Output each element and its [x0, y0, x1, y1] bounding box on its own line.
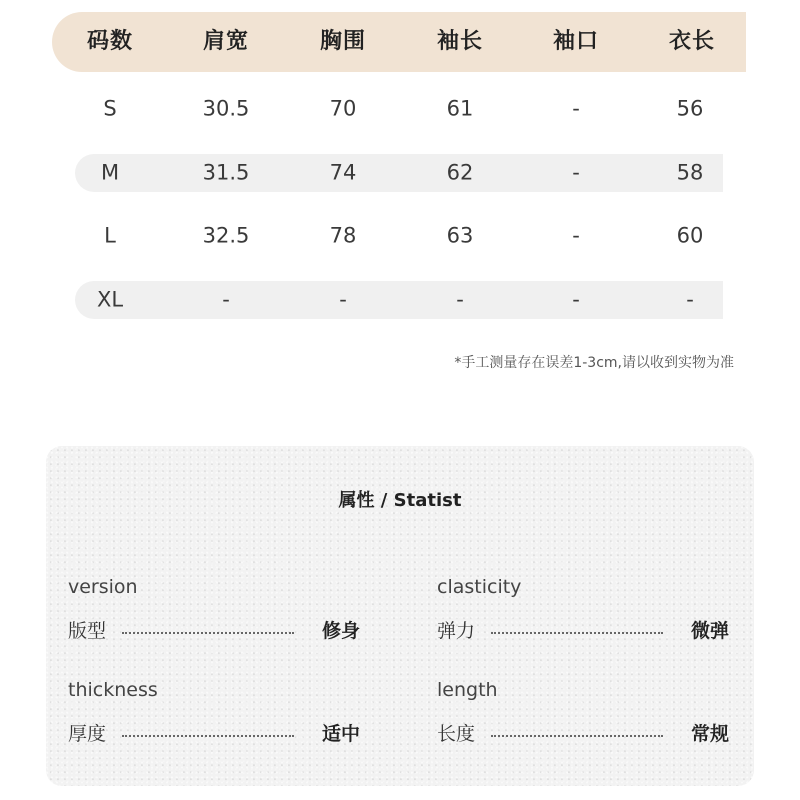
- measurement-note: *手工测量存在误差1-3cm,请以收到实物为准: [454, 355, 734, 371]
- attributes-panel: [46, 446, 754, 786]
- table-cell: L: [104, 223, 116, 248]
- table-cell: -: [686, 287, 694, 312]
- table-cell: -: [572, 96, 580, 121]
- table-cell: 61: [446, 96, 474, 121]
- dotted-leader: [122, 632, 294, 634]
- table-cell: S: [103, 96, 117, 121]
- dotted-leader: [491, 735, 663, 737]
- row-stripe-xl: [75, 281, 723, 319]
- table-cell: 31.5: [202, 160, 250, 185]
- attr-version-value: 修身: [321, 619, 360, 642]
- attr-version-row: [68, 614, 360, 644]
- table-cell: 78: [329, 223, 357, 248]
- attr-version-label: 版型: [68, 619, 107, 642]
- table-cell: 63: [446, 223, 474, 248]
- attr-length-en: length: [437, 679, 498, 701]
- attr-elasticity-en: clasticity: [437, 576, 522, 598]
- table-cell: 60: [676, 223, 704, 248]
- row-stripe-m: [75, 154, 723, 192]
- header-length: 衣长: [668, 29, 716, 54]
- attr-thickness-en: thickness: [68, 679, 158, 701]
- dotted-leader: [122, 735, 294, 737]
- attr-elasticity-row: [437, 614, 729, 644]
- table-cell: XL: [96, 287, 124, 312]
- table-cell: -: [572, 287, 580, 312]
- attr-thickness-value: 适中: [321, 722, 360, 745]
- table-cell: 58: [676, 160, 704, 185]
- attr-elasticity-value: 微弹: [690, 619, 729, 642]
- attr-length-row: [437, 717, 729, 747]
- table-cell: -: [222, 287, 230, 312]
- table-cell: 74: [329, 160, 357, 185]
- table-cell: 56: [676, 96, 704, 121]
- header-cuff: 袖口: [552, 29, 600, 54]
- attr-length-value: 常规: [690, 722, 729, 745]
- attributes-title: 属性 / Statist: [338, 490, 462, 511]
- header-shoulder: 肩宽: [202, 29, 250, 54]
- table-cell: -: [572, 160, 580, 185]
- attr-elasticity-label: 弹力: [437, 619, 476, 642]
- table-cell: -: [339, 287, 347, 312]
- header-chest: 胸围: [319, 29, 367, 54]
- table-cell: 70: [329, 96, 357, 121]
- table-cell: -: [572, 223, 580, 248]
- size-table-header-bar: [52, 12, 746, 72]
- table-cell: -: [456, 287, 464, 312]
- attr-thickness-row: [68, 717, 360, 747]
- table-cell: 30.5: [202, 96, 250, 121]
- attr-version-en: version: [68, 576, 138, 598]
- attr-length-label: 长度: [437, 722, 476, 745]
- table-cell: M: [100, 160, 120, 185]
- header-size: 码数: [86, 29, 134, 54]
- header-sleeve-length: 袖长: [436, 29, 484, 54]
- table-cell: 62: [446, 160, 474, 185]
- attr-thickness-label: 厚度: [68, 722, 107, 745]
- table-cell: 32.5: [202, 223, 250, 248]
- dotted-leader: [491, 632, 663, 634]
